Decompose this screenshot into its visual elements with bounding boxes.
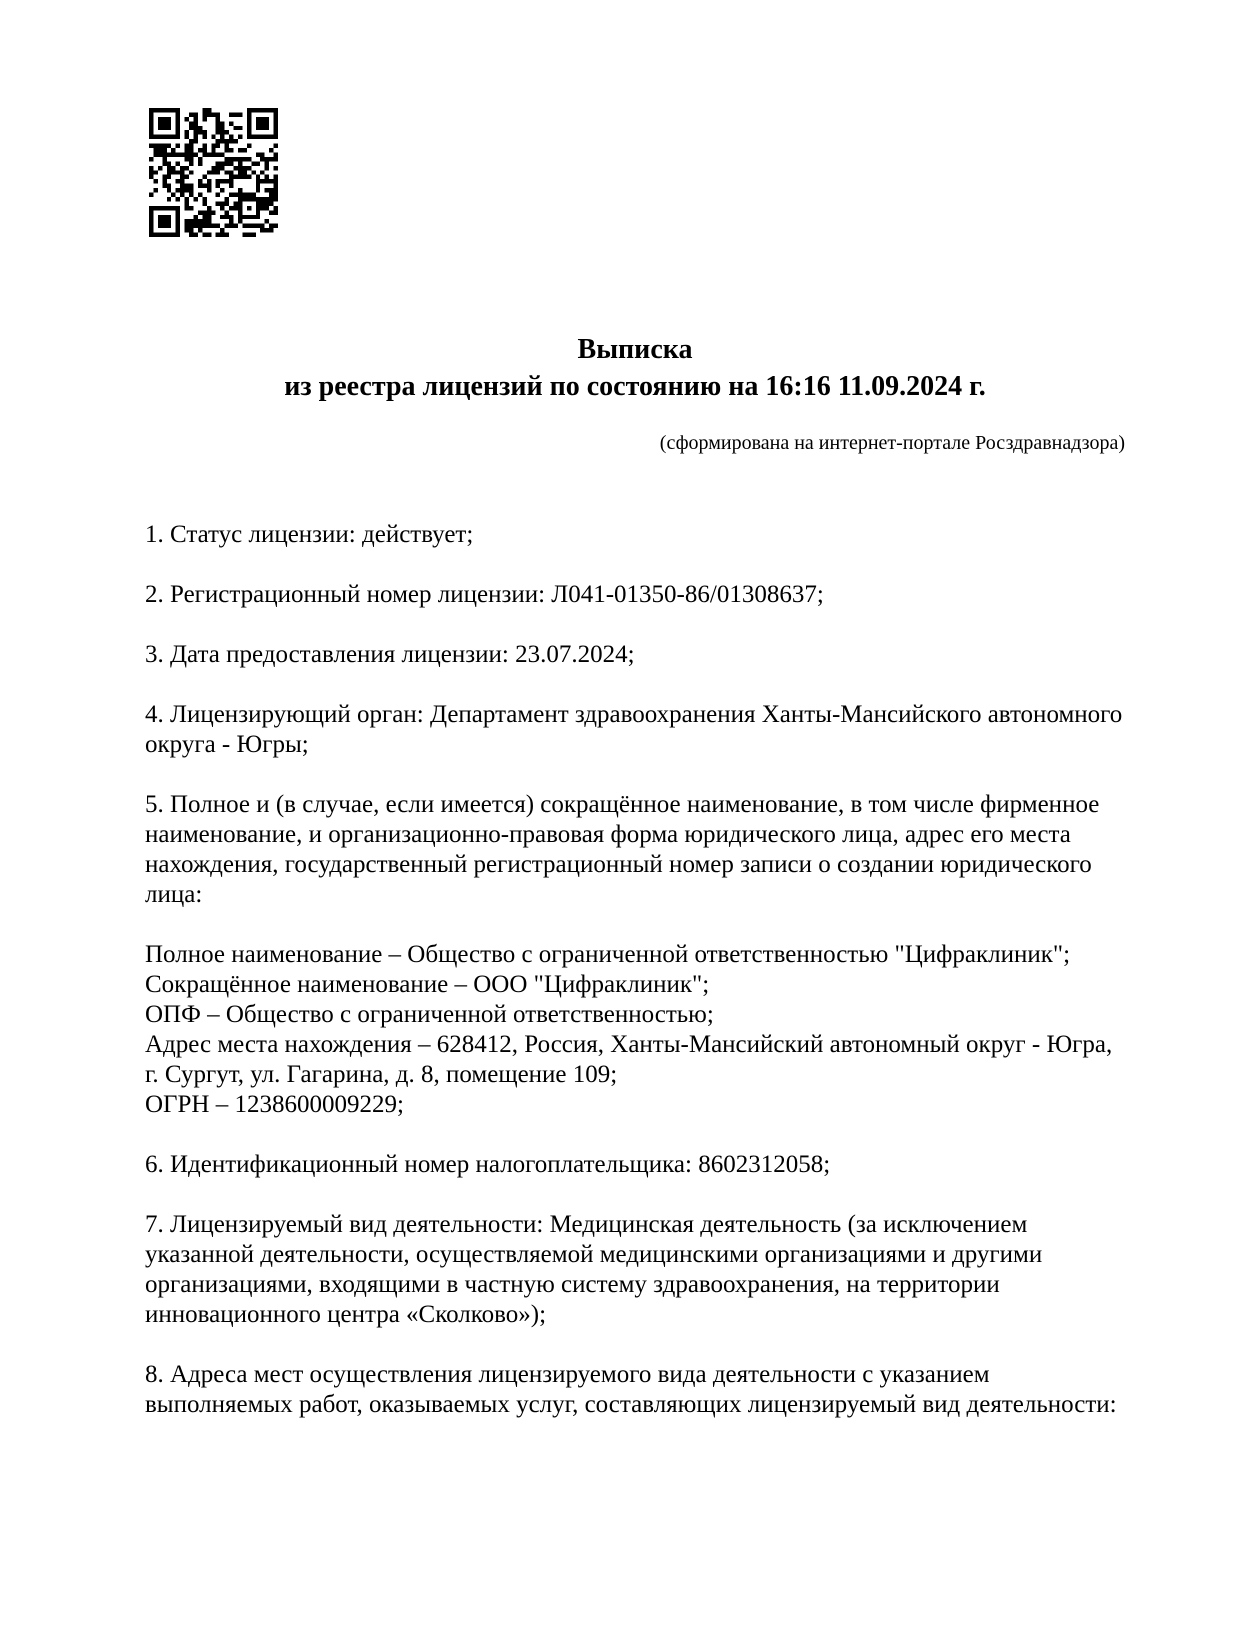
paragraph-line: Сокращённое наименование – ООО "Цифраклиник"; xyxy=(145,971,710,998)
organization-details xyxy=(145,940,1125,1120)
paragraph-line: 6. Идентификационный номер налогоплательщика: 8602312058; xyxy=(145,1151,831,1178)
item-5-organization-heading xyxy=(145,790,1125,910)
item-4-licensing-authority xyxy=(145,700,1125,760)
paragraph-line: 5. Полное и (в случае, если имеется) сокращённое наименование, в том числе фирменное наименование, и организационно-правовая форма юридического лица, адрес его места нахождения, государственный регистрационный номер записи о создании юридического лица: xyxy=(145,791,1100,908)
paragraph-line: 4. Лицензирующий орган: Департамент здравоохранения Ханты-Мансийского автономного округа - Югры; xyxy=(145,701,1123,758)
item-6-taxpayer-number xyxy=(145,1150,1125,1180)
item-2-registration-number xyxy=(145,580,1125,610)
paragraph-line: 3. Дата предоставления лицензии: 23.07.2024; xyxy=(145,641,635,668)
item-7-licensed-activity xyxy=(145,1210,1125,1330)
paragraph-line: 7. Лицензируемый вид деятельности: Медицинская деятельность (за исключением указанной деятельности, осуществляемой медицинскими организациями и другими организациями, входящими в частную систему здравоохранения, на территории инновационного центра «Сколково»); xyxy=(145,1211,1043,1328)
title-line-2: из реестра лицензий по состоянию на 16:16 11.09.2024 г. xyxy=(284,371,986,402)
document-body xyxy=(145,520,1125,1420)
paragraph-line: Адрес места нахождения – 628412, Россия, Ханты-Мансийский автономный округ - Югра, г. Сургут, ул. Гагарина, д. 8, помещение 109; xyxy=(145,1031,1113,1088)
document-subtitle: (сформирована на интернет-портале Росздравнадзора) xyxy=(659,432,1125,454)
paragraph-line: Полное наименование – Общество с ограниченной ответственностью "Цифраклиник"; xyxy=(145,941,1071,968)
item-8-activity-addresses xyxy=(145,1360,1125,1420)
paragraph-line: 8. Адреса мест осуществления лицензируемого вида деятельности с указанием выполняемых работ, оказываемых услуг, составляющих лицензируемый вид деятельности: xyxy=(145,1361,1117,1418)
paragraph-line: 2. Регистрационный номер лицензии: Л041-01350-86/01308637; xyxy=(145,581,824,608)
title-line-1: Выписка xyxy=(577,334,693,365)
document-content xyxy=(145,0,1125,1420)
item-1-license-status xyxy=(145,520,1125,550)
paragraph-line: ОПФ – Общество с ограниченной ответственностью; xyxy=(145,1001,714,1028)
item-3-license-date xyxy=(145,640,1125,670)
document-title xyxy=(145,0,1125,405)
paragraph-line: 1. Статус лицензии: действует; xyxy=(145,521,474,548)
paragraph-line: ОГРН – 1238600009229; xyxy=(145,1091,404,1118)
qr-code-icon xyxy=(149,108,278,237)
qr-code-image xyxy=(149,108,278,237)
